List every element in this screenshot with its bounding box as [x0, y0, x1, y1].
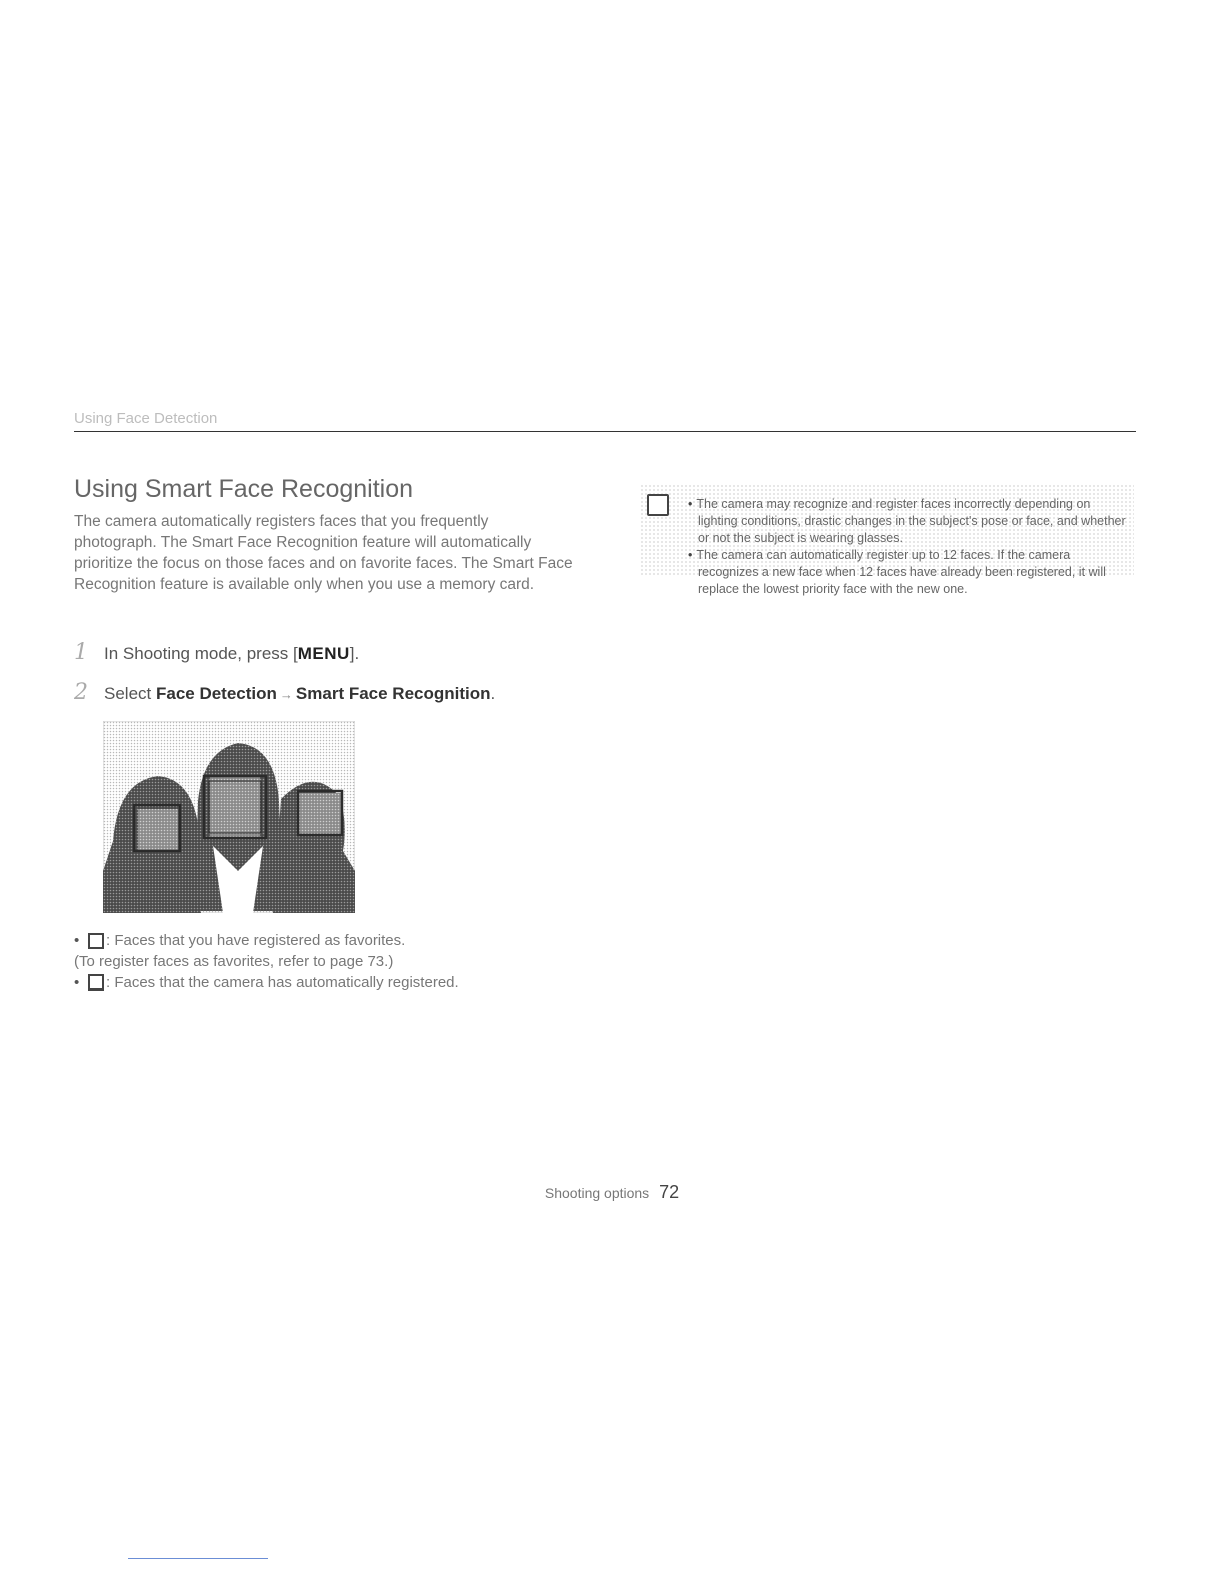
face-frame-legend: [74, 930, 594, 993]
bullet-text: : Faces that the camera has automatically registered.: [106, 974, 459, 991]
list-item: • : Faces that you have registered as favorites.: [74, 932, 406, 949]
intro-paragraph: The camera automatically registers faces that you frequently photograph. The Smart Face Recognition feature will automatically prioritize the focus on those faces and on favorite faces. The Smart Face Recognition feature is available only when you use a memory card.: [74, 513, 573, 593]
note-item: • The camera can automatically register up to 12 faces. If the camera recognizes a new face when 12 faces have already been registered, it will replace the lowest priority face with the new one.: [688, 547, 1128, 598]
favorite-face-frame-icon: [88, 933, 104, 949]
header-section-label: Using Face Detection: [74, 410, 218, 427]
bullet-text: : Faces that you have registered as favorites.: [106, 932, 406, 949]
step-2: [74, 680, 495, 705]
note-list: [688, 496, 1128, 598]
step-1: [74, 640, 359, 665]
note-item: • The camera may recognize and register faces incorrectly depending on lighting conditions, drastic changes in the subject's pose or face, and whether or not the subject is wearing glasses.: [688, 496, 1128, 547]
page-header: [74, 410, 1136, 432]
step-text-end: ].: [349, 644, 360, 663]
note-box: [640, 484, 1134, 596]
bullet-note: (To register faces as favorites, refer to page 73.): [74, 953, 394, 970]
auto-registered-face-frame-icon: [88, 974, 104, 991]
list-item: • : Faces that the camera has automatically registered.: [74, 974, 459, 991]
step-text-end: .: [490, 684, 496, 703]
menu-key-label: MENU: [297, 644, 350, 663]
step-number: 1: [74, 640, 88, 665]
bottom-divider: [128, 1558, 268, 1559]
arrow-icon: →: [279, 687, 293, 702]
menu-option-face-detection: Face Detection: [155, 684, 277, 703]
step-number: 2: [74, 680, 88, 705]
footer-section: Shooting options: [544, 1185, 650, 1201]
step-text: Select: [104, 684, 156, 703]
page-footer: [0, 1182, 1224, 1203]
note-icon: [647, 494, 669, 516]
step-text: In Shooting mode, press [: [104, 644, 298, 663]
face-recognition-illustration: [103, 721, 355, 918]
menu-option-smart-face-recognition: Smart Face Recognition: [295, 684, 491, 703]
section-title: Using Smart Face Recognition: [74, 475, 414, 503]
page-number: 72: [659, 1182, 680, 1202]
